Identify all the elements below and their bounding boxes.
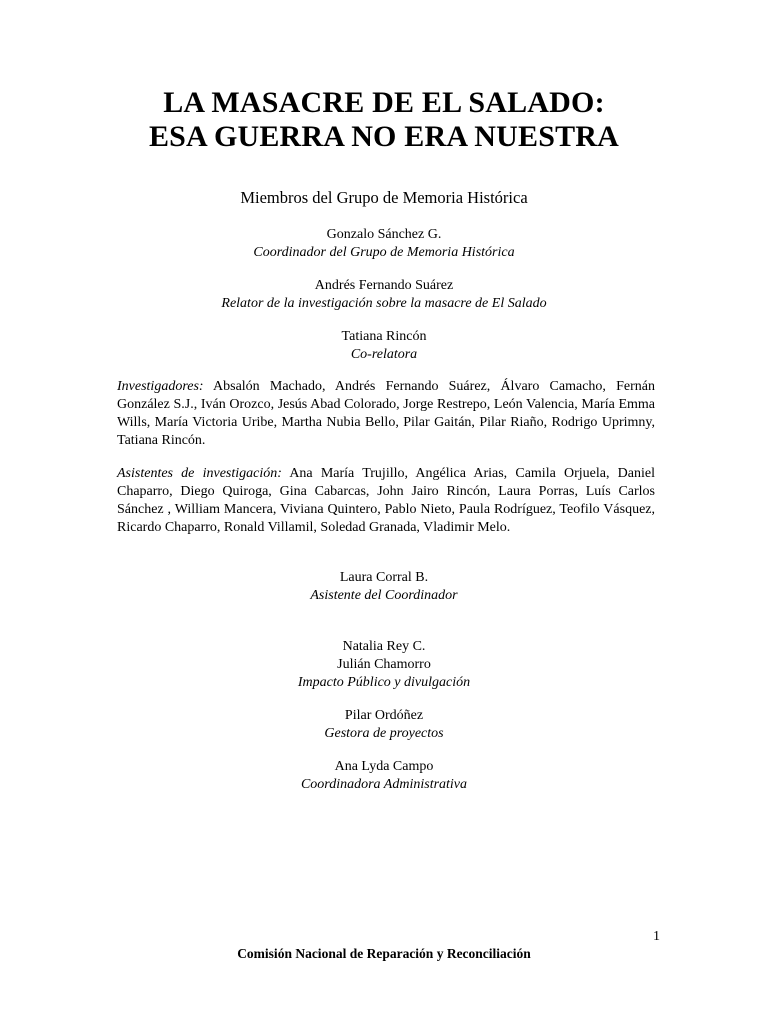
assistants-label: Asistentes de investigación: [117,466,282,481]
coordinator-assistant-entry [0,569,768,605]
researchers-names: Absalón Machado, Andrés Fernando Suárez, Álvaro Camacho, Fernán González S.J., Iván Orozco, Jesús Abad Colorado, Jorge Restrepo, León Valencia, María Emma Wills, María Victoria Uribe, Martha Nubia Bello, Pilar Gaitán, Pilar Riaño, Rodrigo Uprimny, Tatiana Rincón. [117,379,655,448]
coordinator-assistant-role: Asistente del Coordinador [310,588,458,603]
title-line-1: LA MASACRE DE EL SALADO: [163,86,605,119]
footer-institution: Comisión Nacional de Reparación y Reconciliación [237,946,531,961]
subtitle: Miembros del Grupo de Memoria Histórica [240,188,528,207]
coordinator-name: Gonzalo Sánchez G. [326,227,442,242]
coordinator-assistant-name: Laura Corral B. [339,570,429,585]
rapporteur-role: Relator de la investigación sobre la masacre de El Salado [221,296,547,311]
researchers-paragraph [117,378,655,450]
researchers-label: Investigadores: [117,379,204,394]
coordinator-role: Coordinador del Grupo de Memoria Histórica [253,245,515,260]
projects-role: Gestora de proyectos [324,726,444,741]
administrative-entry [0,758,768,794]
public-impact-name-2: Julián Chamorro [337,657,431,672]
assistants-paragraph [117,465,655,537]
co-rapporteur-entry [0,328,768,364]
co-rapporteur-name: Tatiana Rincón [341,329,427,344]
co-rapporteur-role: Co-relatora [350,347,418,362]
rapporteur-entry [0,277,768,313]
rapporteur-name: Andrés Fernando Suárez [314,278,454,293]
public-impact-name-1: Natalia Rey C. [342,639,426,654]
projects-name: Pilar Ordóñez [344,708,424,723]
administrative-role: Coordinadora Administrativa [300,777,468,792]
administrative-name: Ana Lyda Campo [334,759,434,774]
projects-entry [0,707,768,743]
title-line-2: ESA GUERRA NO ERA NUESTRA [148,120,620,153]
public-impact-entry [0,638,768,692]
public-impact-role: Impacto Público y divulgación [297,675,471,690]
page-number: 1 [653,929,660,944]
assistants-names: Ana María Trujillo, Angélica Arias, Camila Orjuela, Daniel Chaparro, Diego Quiroga, Gina Cabarcas, John Jairo Rincón, Laura Porras, Luís Carlos Sánchez , William Mancera, Viviana Quintero, Pablo Nieto, Paula Rodríguez, Teofilo Vásquez, Ricardo Chaparro, Ronald Villamil, Soledad Granada, Vladimir Melo. [117,466,655,535]
coordinator-entry [0,226,768,262]
